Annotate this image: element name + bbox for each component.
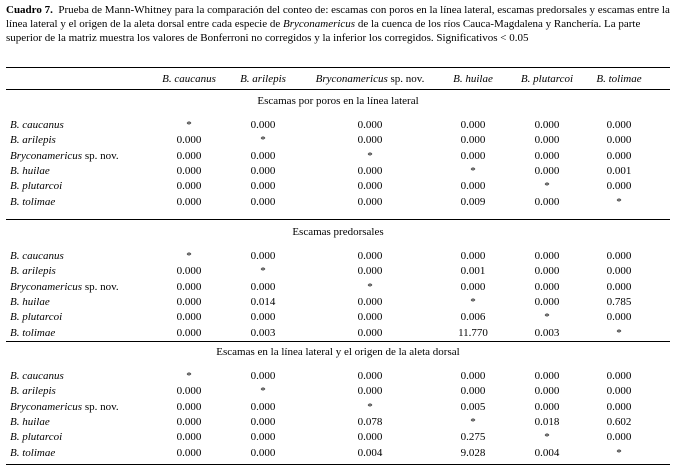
- table-cell: 0.000: [250, 165, 276, 177]
- table-row: [6, 369, 670, 384]
- table-row: [6, 430, 670, 445]
- table-cell: 0.000: [357, 250, 383, 262]
- table-cell: 0.001: [460, 265, 486, 277]
- table-cell: *: [186, 370, 192, 382]
- table-cell: 0.001: [606, 165, 632, 177]
- table-cell: 0.000: [250, 416, 276, 428]
- table-cell: 0.000: [357, 296, 383, 308]
- table-cell: 0.602: [606, 416, 632, 428]
- table-cell: 0.000: [250, 447, 276, 459]
- table-cell: 0.000: [534, 165, 560, 177]
- table-cell: 0.000: [606, 150, 632, 162]
- table-cell: 0.000: [534, 250, 560, 262]
- row-species-name: B. plutarcoi: [10, 180, 63, 192]
- table-cell: 0.000: [250, 431, 276, 443]
- table-cell: 0.000: [176, 180, 202, 192]
- table-cell: *: [470, 296, 476, 308]
- row-species-name: Bryconamericus sp. nov.: [10, 281, 119, 293]
- table-cell: 0.000: [460, 119, 486, 131]
- table-bottom-rule: [6, 464, 670, 465]
- table-cell: 0.000: [534, 401, 560, 413]
- table-cell: 0.000: [606, 385, 632, 397]
- table-row: [6, 264, 670, 279]
- section-title: Escamas predorsales: [292, 226, 384, 238]
- table-cell: 0.000: [250, 119, 276, 131]
- column-header: B. plutarcoi: [520, 73, 574, 85]
- table-row: [6, 415, 670, 430]
- table-cell: 0.000: [176, 401, 202, 413]
- table-cell: 0.785: [606, 296, 632, 308]
- caption-text-part1: Prueba de Mann-Whitney para la comparación del conteo de: escamas con poros en la línea lateral, escamas predorsales y escamas entre la línea lateral y el origen de la aleta dorsal entre cada especie de: [6, 4, 670, 30]
- table-cell: 0.000: [534, 385, 560, 397]
- row-species-name: B. huilae: [10, 165, 50, 177]
- table-cell: *: [367, 281, 373, 293]
- row-species-name: B. plutarcoi: [10, 311, 63, 323]
- table-row: [6, 446, 670, 461]
- caption-genus: Bryconamericus: [283, 18, 356, 30]
- table-cell: 0.000: [534, 281, 560, 293]
- table-cell: *: [470, 165, 476, 177]
- table-cell: 0.000: [176, 196, 202, 208]
- table-cell: 0.000: [357, 134, 383, 146]
- row-species-name: B. caucanus: [10, 370, 64, 382]
- table-cell: 0.000: [460, 370, 486, 382]
- table-cell: 0.000: [357, 370, 383, 382]
- table-cell: 0.000: [460, 150, 486, 162]
- table-cell: 0.000: [176, 265, 202, 277]
- table-cell: 0.000: [176, 134, 202, 146]
- row-species-name: B. huilae: [10, 296, 50, 308]
- table-cell: *: [544, 180, 550, 192]
- table-cell: 0.000: [460, 180, 486, 192]
- table-cell: *: [470, 416, 476, 428]
- table-cell: 0.000: [250, 281, 276, 293]
- table-row: [6, 195, 670, 210]
- table-cell: 0.014: [250, 296, 276, 308]
- table-cell: *: [616, 196, 622, 208]
- table-cell: *: [367, 150, 373, 162]
- table-cell: *: [186, 119, 192, 131]
- table-cell: 0.003: [250, 327, 276, 339]
- table-cell: 0.000: [460, 385, 486, 397]
- table-cell: 0.000: [534, 134, 560, 146]
- table-row: [6, 133, 670, 148]
- table-cell: 0.000: [606, 265, 632, 277]
- table-cell: 0.000: [534, 196, 560, 208]
- table-cell: 0.000: [176, 150, 202, 162]
- table-cell: 0.003: [534, 327, 560, 339]
- table-cell: 0.000: [357, 180, 383, 192]
- table-cell: *: [544, 311, 550, 323]
- row-species-name: Bryconamericus sp. nov.: [10, 401, 119, 413]
- table-caption: [6, 3, 670, 45]
- column-header: B. arilepis: [240, 73, 286, 85]
- row-species-name: B. tolimae: [10, 196, 56, 208]
- table-cell: 0.000: [606, 370, 632, 382]
- table-row: [6, 310, 670, 325]
- row-species-name: Bryconamericus sp. nov.: [10, 150, 119, 162]
- table-cell: 0.004: [534, 447, 560, 459]
- header-bottom-rule: [6, 89, 670, 90]
- table-cell: 9.028: [460, 447, 486, 459]
- table-cell: 0.009: [460, 196, 486, 208]
- table-cell: 0.000: [176, 165, 202, 177]
- caption-label: Cuadro 7.: [6, 4, 53, 16]
- row-species-name: B. arilepis: [10, 134, 56, 146]
- table-row: [6, 384, 670, 399]
- column-header: Bryconamericus sp. nov.: [315, 73, 425, 85]
- table-cell: 0.000: [250, 150, 276, 162]
- row-species-name: B. tolimae: [10, 327, 56, 339]
- table-cell: 0.000: [534, 370, 560, 382]
- table-cell: 0.000: [250, 196, 276, 208]
- section-separator-rule: [6, 341, 670, 342]
- table-cell: 0.000: [250, 311, 276, 323]
- table-top-rule: [6, 67, 670, 68]
- table-cell: 0.000: [534, 265, 560, 277]
- table-cell: 0.000: [176, 311, 202, 323]
- table-cell: 0.000: [176, 416, 202, 428]
- table-cell: 0.000: [176, 385, 202, 397]
- row-species-name: B. tolimae: [10, 447, 56, 459]
- table-cell: 0.000: [176, 281, 202, 293]
- table-cell: 0.000: [534, 119, 560, 131]
- table-cell: 0.000: [606, 431, 632, 443]
- table-cell: 0.000: [357, 311, 383, 323]
- table-cell: 0.000: [250, 180, 276, 192]
- table-cell: 0.078: [357, 416, 383, 428]
- table-cell: *: [186, 250, 192, 262]
- table-cell: 0.000: [357, 431, 383, 443]
- table-cell: 0.000: [357, 265, 383, 277]
- table-row: [6, 118, 670, 133]
- table-cell: *: [616, 447, 622, 459]
- table-cell: 0.000: [357, 196, 383, 208]
- table-cell: *: [367, 401, 373, 413]
- table-cell: 0.000: [534, 296, 560, 308]
- table-cell: 0.004: [357, 447, 383, 459]
- column-header: B. huilae: [453, 73, 493, 85]
- table-cell: 0.000: [250, 401, 276, 413]
- table-cell: 0.000: [176, 431, 202, 443]
- table-row: [6, 295, 670, 310]
- table-cell: 0.005: [460, 401, 486, 413]
- table-cell: *: [616, 327, 622, 339]
- table-cell: 0.000: [176, 296, 202, 308]
- row-species-name: B. caucanus: [10, 119, 64, 131]
- table-cell: 0.000: [357, 165, 383, 177]
- table-cell: 0.000: [357, 119, 383, 131]
- table-cell: 0.000: [606, 401, 632, 413]
- table-cell: *: [544, 431, 550, 443]
- table-cell: 0.000: [606, 134, 632, 146]
- table-cell: 0.275: [460, 431, 486, 443]
- table-cell: 0.000: [357, 385, 383, 397]
- table-row: [6, 149, 670, 164]
- table-cell: 0.000: [250, 250, 276, 262]
- column-header-row: [6, 72, 670, 87]
- row-species-name: B. plutarcoi: [10, 431, 63, 443]
- table-cell: 11.770: [458, 327, 488, 339]
- table-cell: 0.000: [606, 250, 632, 262]
- caption-text-part2: de la cuenca de los ríos Cauca-Magdalena y Ranchería. La parte superior de la matriz muestra los valores de Bonferroni no corregidos y la inferior los corregidos. Significativos < 0.05: [6, 18, 641, 44]
- table-cell: 0.000: [250, 370, 276, 382]
- table-cell: 0.000: [460, 250, 486, 262]
- table-cell: 0.000: [606, 281, 632, 293]
- table-cell: 0.000: [606, 311, 632, 323]
- table-cell: 0.000: [606, 180, 632, 192]
- table-cell: *: [260, 265, 266, 277]
- table-row: [6, 280, 670, 295]
- column-header: B. caucanus: [162, 73, 216, 85]
- table-cell: 0.000: [357, 327, 383, 339]
- table-cell: *: [260, 134, 266, 146]
- table-cell: 0.006: [460, 311, 486, 323]
- table-row: [6, 326, 670, 341]
- table-cell: 0.000: [606, 119, 632, 131]
- table-row: [6, 179, 670, 194]
- table-cell: 0.000: [534, 150, 560, 162]
- table-cell: 0.000: [460, 134, 486, 146]
- table-cell: 0.000: [176, 327, 202, 339]
- table-cell: 0.000: [176, 447, 202, 459]
- row-species-name: B. arilepis: [10, 385, 56, 397]
- table-cell: 0.000: [460, 281, 486, 293]
- section-title: Escamas por poros en la línea lateral: [257, 95, 419, 107]
- row-species-name: B. huilae: [10, 416, 50, 428]
- table-row: [6, 249, 670, 264]
- row-species-name: B. caucanus: [10, 250, 64, 262]
- table-row: [6, 164, 670, 179]
- table-row: [6, 400, 670, 415]
- table-cell: 0.018: [534, 416, 560, 428]
- table-cell: *: [260, 385, 266, 397]
- section-title: Escamas en la línea lateral y el origen de la aleta dorsal: [216, 346, 460, 358]
- section-separator-rule: [6, 219, 670, 220]
- column-header: B. tolimae: [596, 73, 642, 85]
- row-species-name: B. arilepis: [10, 265, 56, 277]
